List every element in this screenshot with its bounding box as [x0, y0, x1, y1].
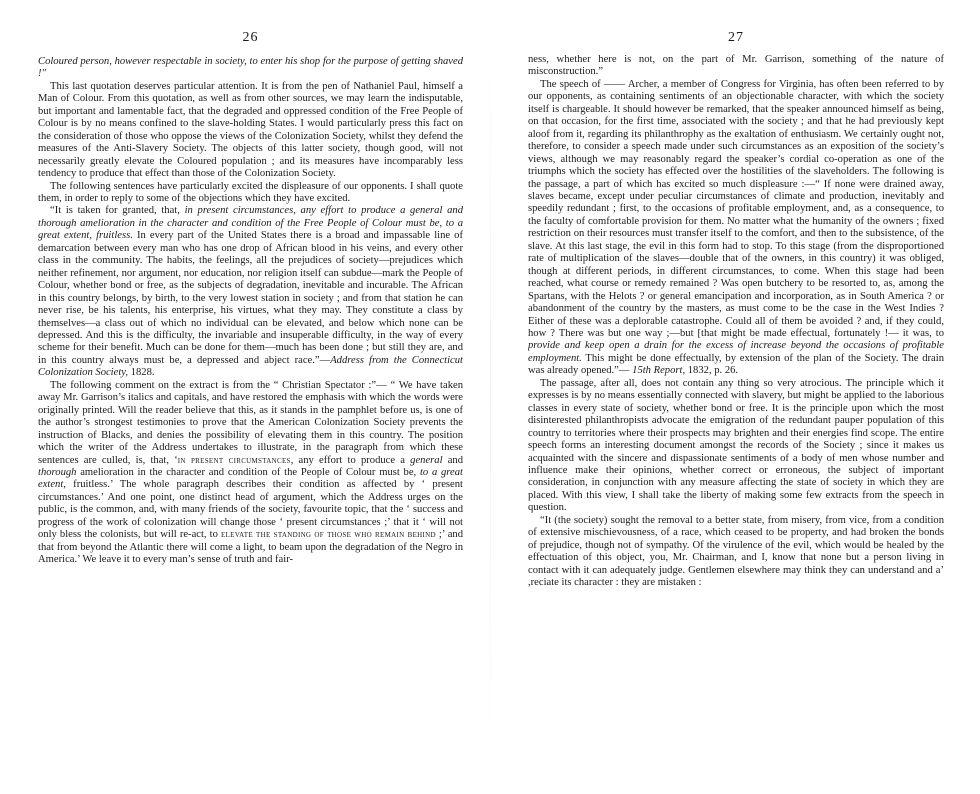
citation-source: 15th Report,	[632, 365, 686, 377]
small-caps-run: in present circumstances	[177, 454, 291, 466]
citation-source: Address from the Connecticut Colonization Society,	[38, 354, 463, 379]
paragraph: The following sentences have particularly excited the displeasure of our opponents. I shall quote them, in order to reply to some of the objections which they have excited.	[38, 180, 463, 204]
text-run: , any effort to produce a	[290, 454, 411, 466]
text-run: This might be done effectually, by extension of the plan of the Society. The drain was already opened.”—	[528, 352, 944, 377]
right-page-body	[528, 54, 944, 589]
text-run: The speech of —— Archer, a member of Congress for Virginia, has often been referred to by our opponents, as containing sentiments of an objectionable character, with which the society itself is chargeable. It should however be remarked, that the speaker announced himself as being, on that occasion, for the first time, associated with the society ; and that he had previously kept aloof from it, regarding its philanthrophy as the exaltation of enthusiasm. We certainly ought not, therefore, to consider a speech made under such circumstances as an exposition of the society’s views, although we may reasonably regard the speaker’s cordial co-operation as one of the triumphs which the society has effected over the hostilities of the slaveholders. The following is the passage, a part of which has excited so much displeasure :—“ If none were drained away, slaves became, except under peculiar circumstances of climate and production, inevitably and speedily redundant ; first, to the occasions of profitable employment, and, as a consequence, to the faculty of comfortable provision for them. No matter what the humanity of the owners ; fixed restriction on their resources must transfer itself to the comfort, and then to the subsistence, of the slave. At this last stage, the evil in this form had to stop. To this stage (from the disproportioned rate of multiplication of the slaves—double that of the owners, in this country) it was obliged, though at different periods, in different circumstances, to come. When this stage had been reached, what course or remedy remained ? Was open butchery to be resorted to, as, among the Spartans, with the Helots ? or general emancipation and incorporation, as in South America ? or abandonment of the country by the masters, as must come to be the case in the West Indies ? Either of these was a deplorable catastrophe. Could all of them be avoided ? and, if they could, how ? There was but one way ;—but [that might be made effectual, fortunately !— it was, to	[528, 78, 944, 339]
italic-run: in present circumstances, any effort to produce a general and thorough amelioration in the character and condition of the Free People of Colour must be, to a great extent, fruitless.	[38, 205, 463, 242]
quotation-paragraph	[528, 79, 944, 378]
comment-paragraph	[38, 380, 463, 567]
italic-run: thorough	[38, 466, 77, 478]
paragraph: ness, whether here is not, on the part of Mr. Garrison, something of the nature of misconstruction.”	[528, 54, 944, 78]
italic-run: general	[410, 454, 443, 466]
text-run: In every part of the United States there is a broad and impassable line of demarcation between every man who has one drop of African blood in his veins, and every other class in the community. The habits, the feelings, all the prejudices of society—prejudices which neither refinement, nor argument, nor education, nor religion itself can subdue—mark the People of Colour, whether bond or free, as the subjects of degradation, inevitable and incurable. The African in this country belongs, by birth, to the very lowest station in society ; and from that station he can never rise, be his talents, his enterprise, his virtues, what they may. They constitute a class by themselves—a class out of which no individual can be elevated, and below which none can be depressed. And this is the difficulty, the invariable and insuperable difficulty, in the way of every scheme for their benefit. Much can be done for them—much has been done ; but still they are, and in this country always must be, a depressed and abject race.”—	[38, 230, 463, 366]
left-page-body	[38, 56, 463, 567]
quotation-paragraph	[38, 205, 463, 379]
citation-year: 1828.	[128, 367, 155, 379]
italic-run: to a great extent	[38, 466, 463, 491]
page-number-left: 26	[242, 30, 259, 45]
italic-run: provide and keep open a drain for the excess of increase beyond the occasions of profitable employment.	[528, 340, 944, 364]
quotation-paragraph: “It (the society) sought the removal to a better state, from misery, from vice, from a condition of extensive mischievousness, of a race, which ceased to be property, and had broken the bonds of prejudice, though not of sympathy. Of the virulence of the evil, which would be healed by the effectuation of this object, you, Mr. Chairman, and I, know that none but a person living in contact with it can adequately judge. Gentlemen elsewhere may think they can understand and a’ ,reciate its character : they are mistaken :	[528, 514, 944, 589]
paragraph: The passage, after all, does not contain any thing so very atrocious. The principle which it expresses is by no means essentially connected with slavery, but might be applied to the laborious classes in every state of society, whether bond or free. It is the principle upon which the most disinterested philanthropists advocate the emigration of the redundant pauper population of this country to territories where their prospects may brighten and their energies find scope. The entire speech forms an interesting document amongst the records of the Society ; since it makes us acquainted with the sincere and dispassionate sentiments of a body of men whose number and influence make their opinions, whether correct or erroneous, the subject of important consideration, in conjunction with any measure affecting the state of society in which they are placed. With this view, I shall take the liberty of making some few extracts from the speech in question.	[528, 377, 944, 514]
page-number-right: 27	[728, 30, 744, 45]
left-page	[38, 0, 463, 794]
text-run: The following comment on the extract is from the “ Christian Spectator :”— “ We have taken away Mr. Garrison’s italics and capitals, and have restored the emphasis with which the words were originally printed. Will the reader believe that this, as it stands in the pamphlet before us, is one of the author’s strongest testimonies to prove that the American Colonization Society prevents the instruction of Blacks, and denies the possibility of elevating them in this country. The position which the writer of the Address undertakes to illustrate, in the paragraph from which these sentences are culled, is, that, ‘	[38, 379, 463, 466]
text-run: “It is taken for granted, that,	[50, 205, 185, 217]
right-page	[528, 0, 944, 794]
citation-page: 1832, p. 26.	[685, 365, 739, 377]
text-run: amelioration in the character and condition of the People of Colour must be,	[76, 466, 420, 478]
paragraph: This last quotation deserves particular attention. It is from the pen of Nathaniel Paul, himself a Man of Colour. From this quotation, as well as from other sources, we may learn the indisputable, but important and lamentable fact, that the degraded and oppressed condition of the Free People of Colour is by no means confined to the slave-holding States. I would particularly press this fact on the consideration of those who oppose the views of the Colonization Society, whilst they defend the measures of the Anti-Slavery Society. The objects of this latter society, though good, will not necessarily greatly elevate the Coloured population ; and its measures have incomparably less tendency to produce that effect than those of the Colonization Society.	[38, 80, 463, 180]
text-run: , fruitless.’ The whole paragraph describes their condition as affected by ‘ present circumstances.’ And one point, one distinct head of argument, which the Address urges on the public, is the common, and, with many friends of the society, favourite topic, that the ‘ success and progress of the work of colonization will change those ‘ present circumstances ;’ that it ‘ will not only bless the colonists, but will re-act, to	[38, 479, 463, 541]
gutter-shadow	[490, 0, 491, 794]
small-caps-run: elevate the standing of those who remain behind	[220, 529, 436, 541]
text-run: and	[442, 454, 463, 466]
text-run: ;’ and that from beyond the Atlantic there will come a light, to beam upon the degradation of the Negro in America.’ We leave it to every man’s sense of truth and fair-	[38, 529, 463, 566]
paragraph: Coloured person, however respectable in society, to enter his shop for the purpose of getting shaved !"	[38, 56, 463, 80]
